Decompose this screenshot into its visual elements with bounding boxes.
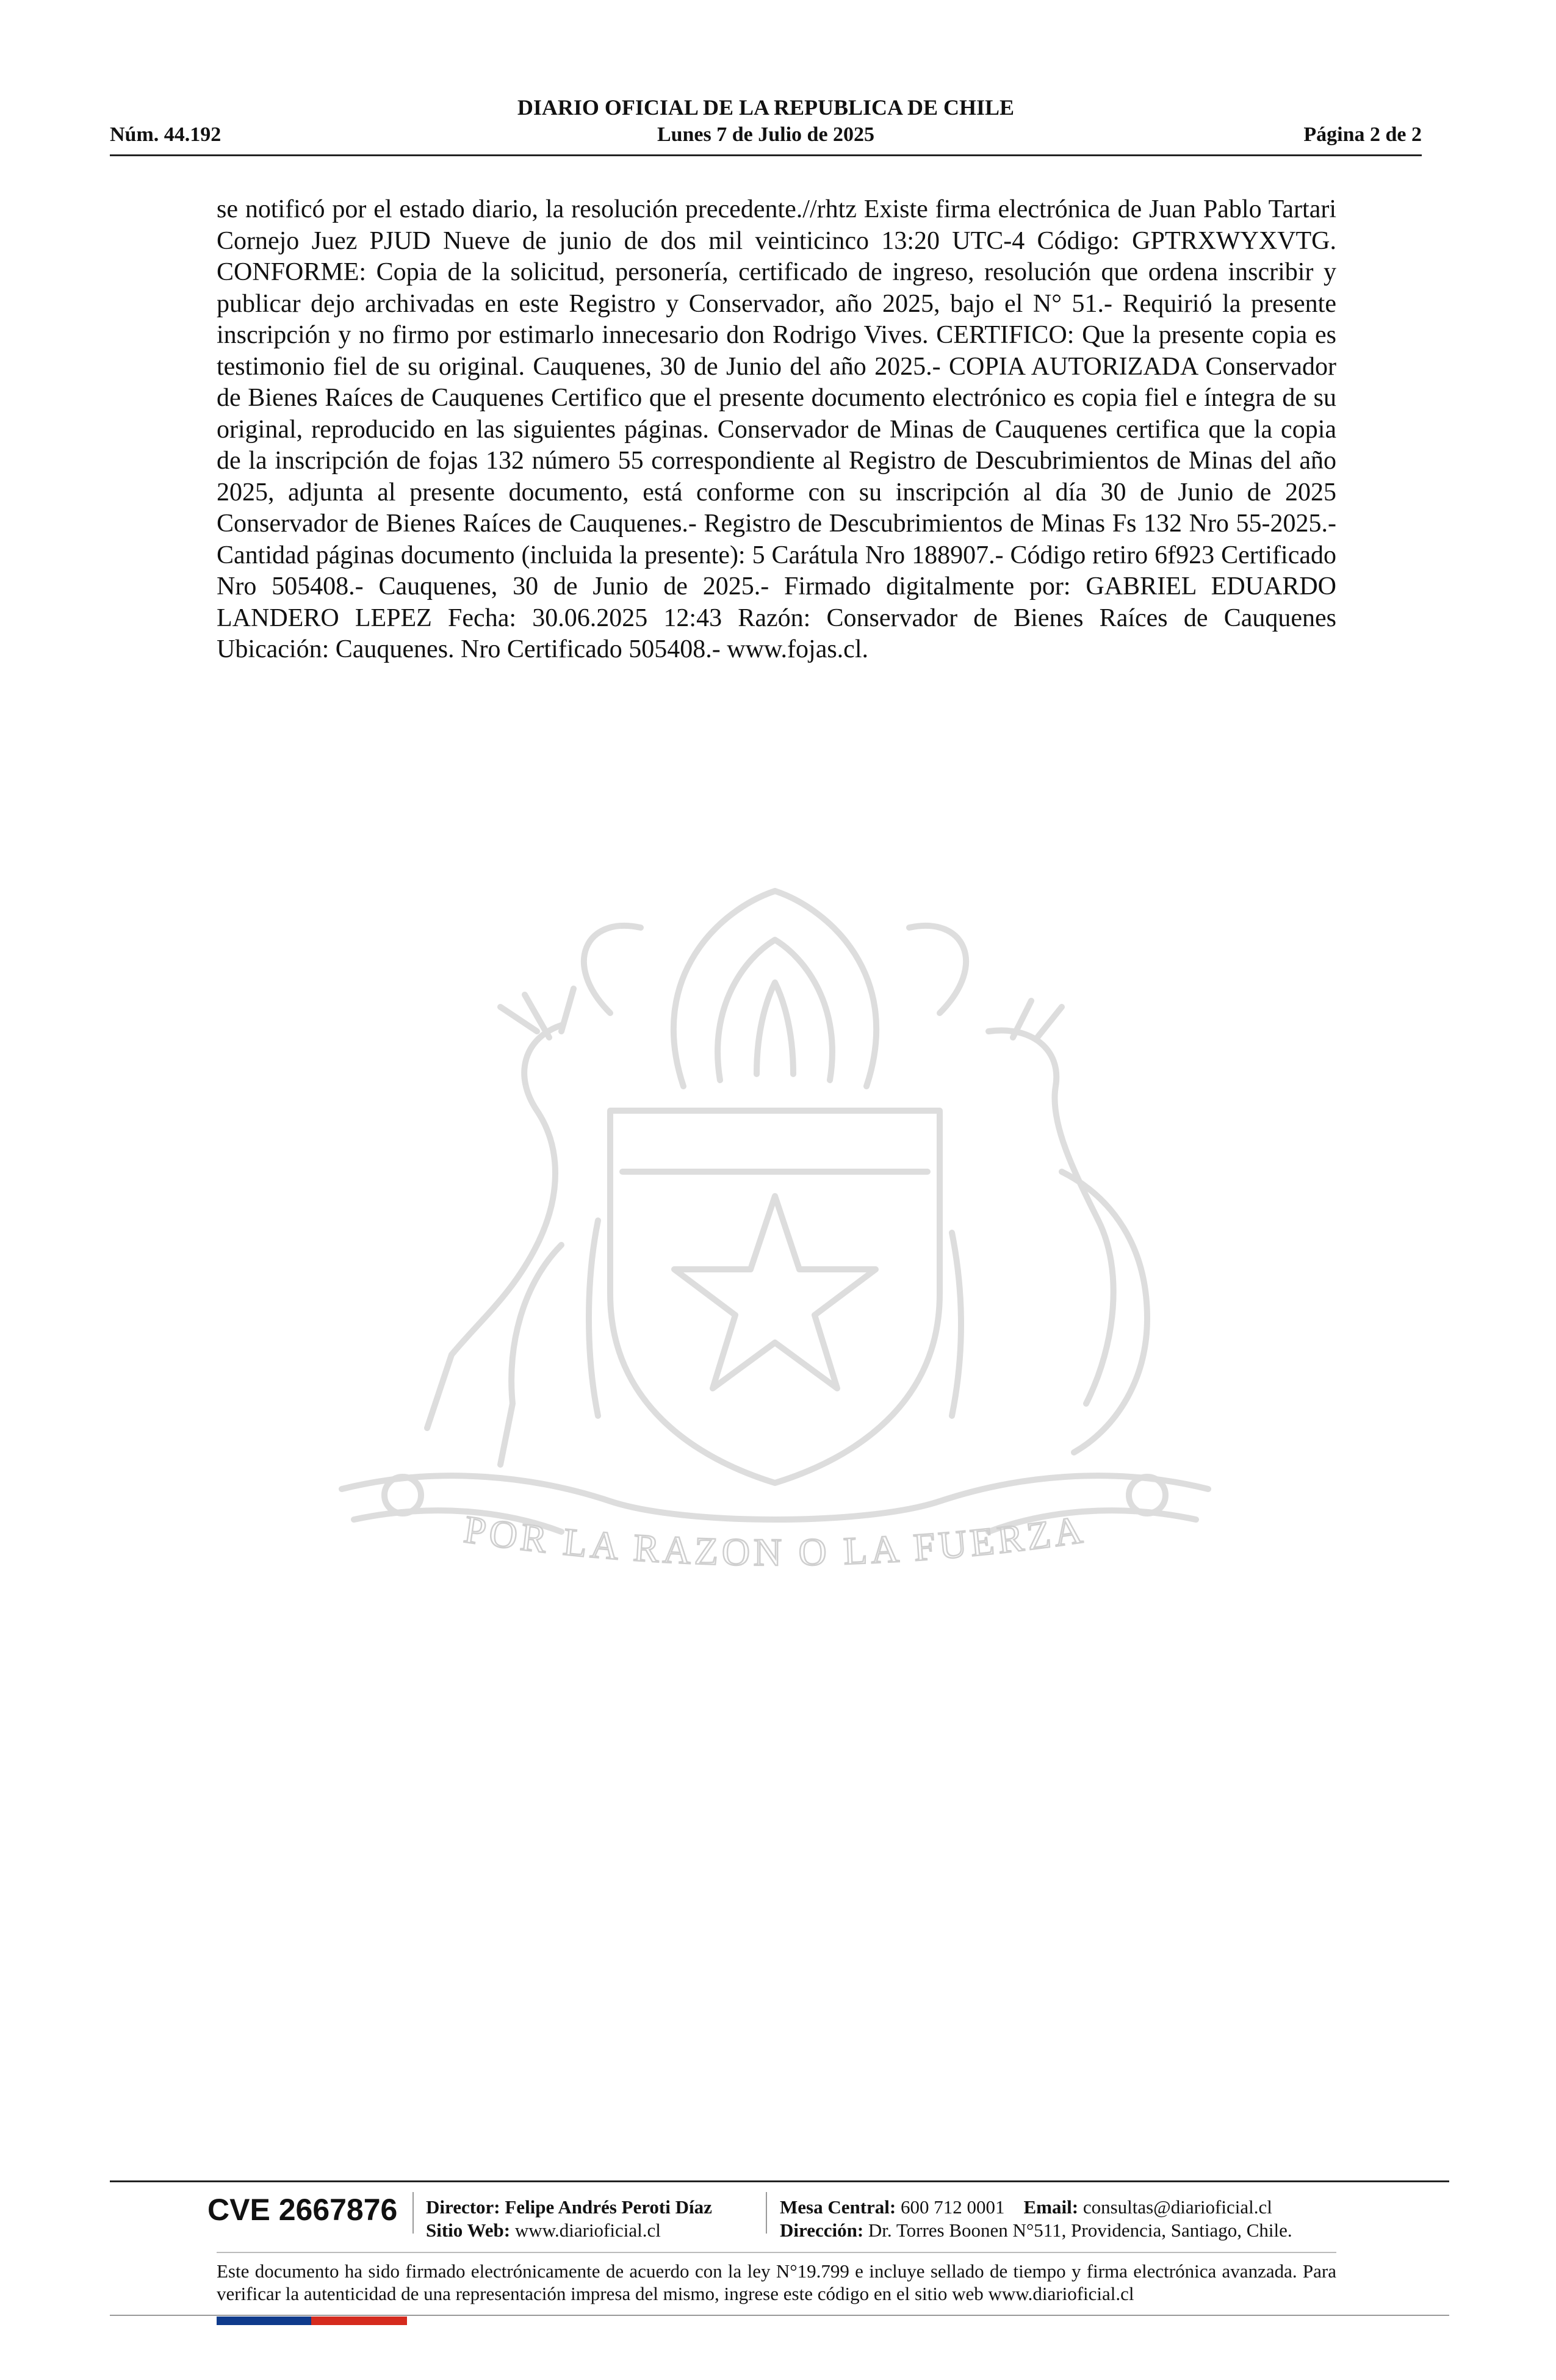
document-body: se notificó por el estado diario, la resolución precedente.//rhtz Existe firma electrónica de Juan Pablo Tartari Cornejo Juez PJUD Nueve de junio de dos mil veinticinco 13:20 UTC-4 Código: GPTRXWYXVTG. CONFORME: Copia de la solicitud, personería, certificado de ingreso, resolución que ordena inscribir y publicar dejo archivadas en este Registro y Conservador, año 2025, bajo el N° 51.- Requirió la presente inscripción y no firmo por estimarlo innecesario don Rodrigo Vives. CERTIFICO: Que la presente copia es testimonio fiel de su original. Cauquenes, 30 de Junio del año 2025.- COPIA AUTORIZADA Conservador de Bienes Raíces de Cauquenes Certifico que el presente documento electrónico es copia fiel e íntegra de su original, reproducido en las siguientes páginas. Conservador de Minas de Cauquenes certifica que la copia de la inscripción de fojas 132 número 55 correspondiente al Registro de Descubrimientos de Minas del año 2025, adjunta al presente documento, está conforme con su inscripción al día 30 de Junio de 2025 Conservador de Bienes Raíces de Cauquenes.- Registro de Descubrimientos de Minas Fs 132 Nro 55-2025.- Cantidad páginas documento (incluida la presente): 5 Carátula Nro 188907.- Código retiro 6f923 Certificado Nro 505408.- Cauquenes, 30 de Junio de 2025.- Firmado digitalmente por: GABRIEL EDUARDO LANDERO LEPEZ Fecha: 30.06.2025 12:43 Razón: Conservador de Bienes Raíces de Cauquenes Ubicación: Cauquenes. Nro Certificado 505408.- www.fojas.cl.	[217, 195, 1336, 663]
cve-code: CVE 2667876	[207, 2193, 398, 2227]
issue-number: Núm. 44.192	[110, 123, 222, 146]
footer-divider-middle	[217, 2252, 1336, 2253]
phone-label: Mesa Central:	[780, 2196, 896, 2218]
coat-of-arms-watermark	[220, 854, 1330, 1697]
email-link[interactable]: consultas@diarioficial.cl	[1082, 2196, 1272, 2218]
address-label: Dirección:	[780, 2220, 864, 2241]
legal-notice: Este documento ha sido firmado electrónicamente de acuerdo con la ley N°19.799 e incluye sellado de tiempo y firma electrónica avanzada. Para verificar la autenticidad de una representación impresa del mismo, ingrese este código en el sitio web www.diarioficial.cl	[217, 2260, 1336, 2304]
address-value: Dr. Torres Boonen N°511, Providencia, Santiago, Chile.	[868, 2220, 1292, 2241]
publication-title: DIARIO OFICIAL DE LA REPUBLICA DE CHILE	[517, 95, 1015, 120]
footer-separator	[766, 2192, 767, 2234]
phone-number: 600 712 0001	[901, 2196, 1005, 2218]
website-link[interactable]: www.diarioficial.cl	[514, 2220, 661, 2241]
flag-stripe-red	[311, 2317, 407, 2325]
header-divider	[110, 154, 1422, 156]
page-number: Página 2 de 2	[1303, 123, 1422, 146]
flag-stripe-blue	[217, 2317, 311, 2325]
website-label: Sitio Web:	[426, 2220, 511, 2241]
footer-divider-bottom	[110, 2315, 1449, 2316]
footer-director-block	[426, 2196, 712, 2242]
footer-separator	[412, 2192, 414, 2234]
page-header	[110, 92, 1422, 159]
motto-text: POR LA RAZON O LA FUERZA	[461, 1507, 1089, 1574]
issue-date: Lunes 7 de Julio de 2025	[657, 123, 875, 146]
director-name: Felipe Andrés Peroti Díaz	[505, 2196, 712, 2218]
director-label: Director:	[426, 2196, 500, 2218]
footer-divider-top	[110, 2180, 1449, 2182]
footer-contact-block	[780, 2196, 1292, 2242]
email-label: Email:	[1023, 2196, 1079, 2218]
